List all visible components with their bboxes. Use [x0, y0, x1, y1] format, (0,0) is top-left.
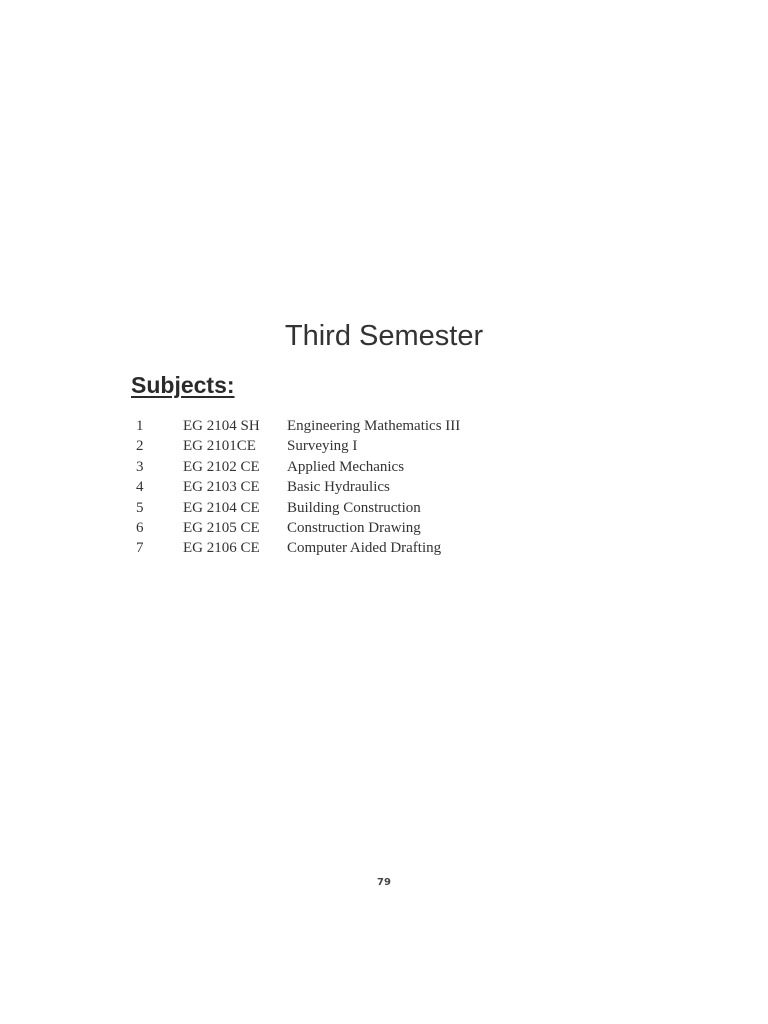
page-number: 79 [377, 877, 391, 888]
subject-row [131, 457, 487, 477]
subject-name: Building Construction [287, 499, 421, 516]
subject-code: EG 2105 CE [183, 520, 260, 537]
subject-row [131, 477, 487, 497]
subject-name: Engineering Mathematics III [287, 418, 461, 434]
subject-code: EG 2106 CE [183, 540, 260, 557]
subject-name: Construction Drawing [287, 520, 421, 537]
subject-row [131, 416, 487, 436]
subject-row [131, 436, 487, 456]
subjects-table [131, 416, 487, 559]
subject-code: EG 2104 SH [183, 418, 260, 434]
subject-name: Computer Aided Drafting [287, 540, 442, 557]
subject-code: EG 2102 CE [183, 458, 260, 475]
subject-row [131, 498, 487, 518]
subject-number: 7 [136, 540, 144, 557]
subject-code: EG 2103 CE [183, 479, 260, 496]
subject-row [131, 538, 487, 558]
subject-name: Applied Mechanics [287, 458, 405, 475]
subject-number: 6 [136, 520, 144, 537]
subject-name: Surveying I [287, 438, 358, 455]
subject-code: EG 2101CE [183, 438, 256, 455]
subject-number: 5 [136, 499, 144, 516]
subject-number: 4 [136, 479, 144, 496]
subject-number: 1 [136, 418, 144, 434]
subject-name: Basic Hydraulics [287, 479, 390, 496]
subject-number: 3 [136, 458, 144, 475]
subjects-heading: Subjects: [131, 372, 235, 398]
page-title: Third Semester [284, 320, 484, 352]
subject-row [131, 518, 487, 538]
subject-code: EG 2104 CE [183, 499, 260, 516]
subject-number: 2 [136, 438, 144, 455]
